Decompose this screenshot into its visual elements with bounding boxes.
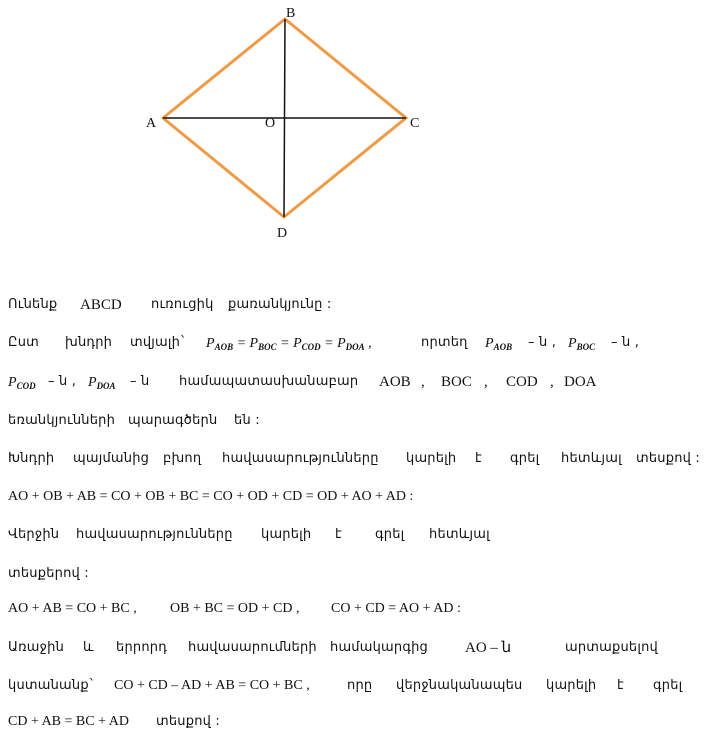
equation: CO + CD – AD + AB = CO + BC , [114,678,310,693]
word: տեսքով : [636,451,700,466]
word: վերջնականապես [396,678,523,693]
word: – ն , [48,374,77,389]
word: պայմանից [73,451,150,466]
word: , [484,374,488,390]
word: որտեղ [421,335,468,350]
word: հետևյալ [429,527,490,542]
point-label-c: C [410,116,420,131]
word: են : [234,413,260,428]
word: COD [506,374,538,390]
word: – ն , [528,335,557,350]
word: եռանկյունների [8,413,116,428]
word: համակարգից [330,640,428,655]
equation: CO + CD = AO + AD : [331,601,461,616]
word: AOB [379,374,411,390]
word: գրել [653,678,683,693]
word: տեսքերով : [8,566,89,581]
word: է [617,678,624,693]
word: գրել [375,527,405,542]
word: Ըստ [8,335,40,350]
word: ABCD [80,297,122,313]
word: կարելի [546,678,597,693]
word: Վերջին [8,527,60,542]
word: BOC [441,374,472,390]
point-label-a: A [146,116,157,131]
word: հավասարությունները [222,451,379,466]
word: կարելի [406,451,457,466]
word: բխող [163,451,202,466]
word: – ն , [611,335,640,350]
word: խնդրի [65,335,113,350]
word: կարելի [261,527,312,542]
word: տեսքով : [156,714,220,729]
perimeter-term: $P_{BOC}$ [568,336,596,352]
rhombus-figure [0,0,707,250]
word: է [475,451,482,466]
word: է [335,527,342,542]
word: արտաքսելով [565,640,658,655]
word: գրել [510,451,540,466]
word: երրորդ [116,640,168,655]
rhombus-diagram [0,0,707,250]
diagonal-bd [284,19,285,217]
word: քառանկյունը : [228,297,332,312]
perimeter-term: $P_{DOA}$ [88,375,116,391]
text-line-6-equation [8,488,413,506]
word: ուռուցիկ [151,297,214,312]
word: , [421,374,425,390]
equation: AO + AB = CO + BC , [8,601,137,616]
perimeter-term: $P_{COD}$ [8,375,36,391]
perimeter-term: $P_{AOB}$ [485,336,513,352]
word: հավասարությունները [76,527,233,542]
word: համապատասխանաբար [179,374,359,389]
point-label-o: O [265,116,276,131]
word: , [550,374,554,390]
point-label-b: B [286,6,296,21]
word: պարագծերն [128,413,218,428]
word: Առաջին [8,640,65,655]
equation: CD + AB = BC + AD [8,714,129,729]
word: որը [347,678,373,693]
word: կստանանք` [8,678,96,693]
word: DOA [564,374,597,390]
word: տվյալի` [130,335,187,350]
equation: AO + OB + AB = CO + OB + BC = CO + OD + CD = OD + AO + AD : [8,489,414,504]
text-line-8 [8,565,89,583]
word: Խնդրի [8,451,55,466]
word: և [83,640,94,655]
word: հավասարումների [188,640,317,655]
perimeter-equation: $P_{AOB} = P_{BOC} = P_{COD} = P_{DOA}$ , [206,336,372,352]
word: AO – ն [465,640,512,656]
equation: OB + BC = OD + CD , [170,601,300,616]
point-label-d: D [277,226,288,241]
word: հետևյալ [561,451,622,466]
word: – ն [130,374,150,389]
word: Ունենք [8,297,58,312]
